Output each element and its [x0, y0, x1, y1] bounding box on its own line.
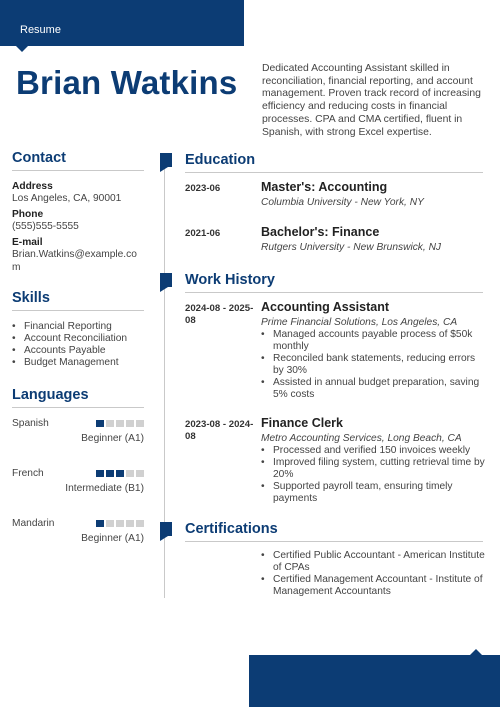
phone-label: Phone: [12, 209, 44, 220]
education-entry: [185, 180, 485, 208]
language-level-segment: [136, 420, 144, 427]
job-bullet: • Assisted in annual budget preparation, saving 5% costs: [261, 377, 485, 401]
skill-item: • Financial Reporting: [12, 321, 144, 333]
skill-item: • Budget Management: [12, 357, 144, 369]
language-level-segment: [106, 520, 114, 527]
language-name: French: [12, 468, 44, 479]
language-level-bars: [96, 520, 144, 527]
resume-label: Resume: [20, 24, 61, 36]
section-divider: [185, 541, 483, 542]
certifications-list: [261, 550, 485, 598]
skills-list: [12, 321, 144, 369]
section-divider: [185, 172, 483, 173]
job-bullet: • Processed and verified 150 invoices weekly: [261, 445, 485, 457]
education-entry: [185, 225, 485, 253]
skill-item: • Account Reconciliation: [12, 333, 144, 345]
job-bullets: [261, 445, 485, 505]
job-title: Finance Clerk: [261, 416, 343, 430]
footer-notch: [470, 649, 482, 655]
language-level-segment: [96, 420, 104, 427]
skills-title: Skills: [12, 290, 144, 311]
header-banner: [0, 0, 244, 46]
language-level-segment: [126, 470, 134, 477]
language-level-segment: [126, 420, 134, 427]
address-label: Address: [12, 181, 53, 192]
address-value: Los Angeles, CA, 90001: [12, 193, 122, 204]
language-row: [12, 518, 144, 568]
job-bullet: • Reconciled bank statements, reducing errors by 30%: [261, 353, 485, 377]
language-level-segment: [136, 470, 144, 477]
section-flag-icon: [160, 153, 172, 167]
company-name: Metro Accounting Services, Long Beach, CA: [261, 433, 462, 444]
languages-list: [12, 418, 144, 568]
candidate-name: Brian Watkins: [16, 64, 238, 101]
skill-item: • Accounts Payable: [12, 345, 144, 357]
degree-title: Master's: Accounting: [261, 180, 388, 194]
language-level: Beginner (A1): [81, 533, 144, 544]
footer-banner: [249, 655, 500, 707]
entry-date: 2023-08 - 2024-08: [185, 419, 254, 442]
entry-date: 2021-06: [185, 228, 221, 239]
section-flag-icon: [160, 273, 172, 287]
job-title: Accounting Assistant: [261, 300, 390, 314]
work-history-title: Work History: [185, 272, 275, 288]
job-bullets: [261, 329, 485, 401]
language-level-bars: [96, 420, 144, 427]
language-level-segment: [126, 520, 134, 527]
certification-item: • Certified Public Accountant - American Institute of CPAs: [261, 550, 485, 574]
company-name: Prime Financial Solutions, Los Angeles, CA: [261, 317, 458, 328]
email-value: Brian.Watkins@example.com: [12, 249, 137, 273]
section-flag-icon: [160, 522, 172, 536]
job-bullet: • Supported payroll team, ensuring timely payments: [261, 481, 485, 505]
language-name: Spanish: [12, 418, 49, 429]
profile-summary: Dedicated Accounting Assistant skilled in reconciliation, financial reporting, and account management. Proven track record of increasing efficiency and reducing costs in financial processes. CPA and CMA certified, fluent in Spanish, with strong Excel expertise.: [262, 63, 481, 138]
language-level: Intermediate (B1): [65, 483, 144, 494]
language-row: [12, 418, 144, 468]
language-level-segment: [116, 470, 124, 477]
degree-title: Bachelor's: Finance: [261, 225, 380, 239]
school-name: Columbia University - New York, NY: [261, 197, 424, 208]
section-divider: [185, 292, 483, 293]
language-row: [12, 468, 144, 518]
job-bullet: • Managed accounts payable process of $50k monthly: [261, 329, 485, 353]
work-entry: [185, 416, 485, 505]
phone-value: (555)555-5555: [12, 221, 79, 232]
entry-date: 2024-08 - 2025-08: [185, 303, 254, 326]
job-bullet: • Improved filing system, cutting retrieval time by 20%: [261, 457, 485, 481]
certifications-entry: [185, 549, 485, 598]
certifications-title: Certifications: [185, 521, 278, 537]
education-title: Education: [185, 152, 256, 168]
contact-title: Contact: [12, 150, 144, 171]
certification-item: • Certified Management Accountant - Institute of Management Accountants: [261, 574, 485, 598]
language-level: Beginner (A1): [81, 433, 144, 444]
language-level-bars: [96, 470, 144, 477]
language-name: Mandarin: [12, 518, 55, 529]
language-level-segment: [136, 520, 144, 527]
banner-notch: [16, 46, 28, 52]
work-entry: [185, 300, 485, 401]
language-level-segment: [106, 470, 114, 477]
left-column: [12, 150, 144, 568]
email-label: E-mail: [12, 237, 43, 248]
language-level-segment: [96, 470, 104, 477]
language-level-segment: [96, 520, 104, 527]
school-name: Rutgers University - New Brunswick, NJ: [261, 242, 442, 253]
languages-title: Languages: [12, 387, 144, 408]
language-level-segment: [106, 420, 114, 427]
language-level-segment: [116, 420, 124, 427]
language-level-segment: [116, 520, 124, 527]
entry-date: 2023-06: [185, 183, 221, 194]
